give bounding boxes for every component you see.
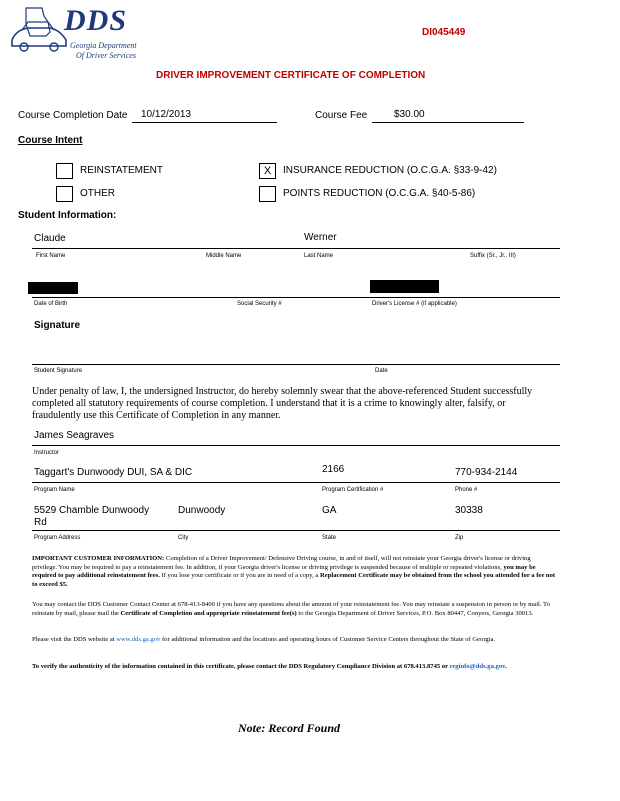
instructor-name: James Seagraves <box>34 430 115 441</box>
suffix-label: Suffix (Sr., Jr., III) <box>470 253 516 259</box>
program-certification-label: Program Certification # <box>322 487 384 493</box>
program-name-label: Program Name <box>34 487 75 493</box>
reinstatement-checkbox[interactable] <box>56 163 73 179</box>
last-name-label: Last Name <box>304 253 334 259</box>
dds-logo <box>8 4 158 62</box>
website-text-a: Please visit the DDS website at <box>32 636 115 643</box>
instructor-line <box>32 445 560 446</box>
points-reduction-checkbox[interactable] <box>259 186 276 202</box>
course-fee-line <box>372 122 524 123</box>
program-line <box>32 482 560 483</box>
contact-text-b: Certificate of Completion and appropriate reinstatement fee(s) <box>120 609 297 617</box>
course-intent-label: Course Intent <box>18 135 83 146</box>
insurance-reduction-checkbox[interactable]: X <box>259 163 276 179</box>
customer-info-text-c: If you lose your certificate or if you are in need of a copy, a <box>161 572 319 579</box>
signature-line <box>32 364 560 365</box>
dob-redaction <box>28 282 78 294</box>
program-address-line1: 5529 Chamble Dunwoody <box>34 505 150 516</box>
verification-end: . <box>505 663 507 670</box>
dob-label: Date of Birth <box>34 301 68 307</box>
program-certification-value: 2166 <box>322 464 345 475</box>
address-line <box>32 530 560 531</box>
georgia-car-icon <box>8 6 70 54</box>
document-title: DRIVER IMPROVEMENT CERTIFICATE OF COMPLETION <box>156 70 426 81</box>
record-note: Note: Record Found <box>238 721 340 735</box>
signature-date-label: Date <box>375 368 388 374</box>
customer-info-heading: IMPORTANT CUSTOMER INFORMATION: <box>32 555 165 562</box>
name-line <box>32 248 560 249</box>
reinstatement-label: REINSTATEMENT <box>80 165 163 176</box>
instructor-label: Instructor <box>34 450 60 456</box>
other-label: OTHER <box>80 188 115 199</box>
verification-paragraph <box>32 663 557 672</box>
logo-subtitle-1: Georgia Department <box>70 41 137 50</box>
logo-subtitle-2: Of Driver Services <box>76 51 136 60</box>
license-label: Driver's License # (if applicable) <box>372 301 457 307</box>
course-fee-value: $30.00 <box>394 109 425 120</box>
verification-text: To verify the authenticity of the information contained in this certificate, please contact the DDS Regulatory Compliance Division at 678.413.8745 or <box>32 663 448 670</box>
certificate-id: DI045449 <box>422 27 466 38</box>
program-name-value: Taggart's Dunwoody DUI, SA & DIC <box>34 467 193 478</box>
dds-website-link[interactable]: www.dds.ga.gov <box>116 636 161 643</box>
program-phone-label: Phone # <box>455 487 478 493</box>
logo-text: DDS <box>64 4 128 37</box>
first-name-label: First Name <box>36 253 66 259</box>
program-phone-value: 770-934-2144 <box>455 467 518 478</box>
license-redaction <box>370 280 439 293</box>
signature-heading: Signature <box>34 320 81 331</box>
other-checkbox[interactable] <box>56 186 73 202</box>
completion-date-label: Course Completion Date <box>18 110 128 121</box>
program-state-label: State <box>322 535 337 541</box>
contact-text-a: You may contact the DDS Customer Contact Center at 678-413-8400 if you have any questions about the amount of your reinstatement fee. You may reinstate a suspension in person or by mail. To reinstate by mail, please mail the <box>32 601 550 617</box>
website-text-b: for additional information and the locations and operating hours of Customer Service Centers throughout the State of Georgia. <box>161 636 496 643</box>
last-name-value: Werner <box>304 232 337 243</box>
program-zip-value: 30338 <box>455 505 483 516</box>
program-city-value: Dunwoody <box>178 505 226 516</box>
customer-info-text-a: Completion of a Driver Improvement/ Defensive Driving course, in and of itself, will not reinstate your Georgia driver's license or driving privilege. You may be required to pay a reinstatement fee. In addition, if your Georgia driver's license or driving privilege is suspended because of multiple or repeated violations, <box>32 555 531 571</box>
customer-info-paragraph <box>32 555 557 589</box>
insurance-reduction-label: INSURANCE REDUCTION (O.C.G.A. §33-9-42) <box>283 165 497 176</box>
student-info-label: Student Information: <box>18 210 117 221</box>
program-state-value: GA <box>322 505 337 516</box>
program-address-line2: Rd <box>34 517 47 528</box>
customer-info-text-d: Replacement Certificate may be obtained from the school you attended for a fee not to exceed $5. <box>32 572 556 588</box>
completion-date-line <box>132 122 277 123</box>
points-reduction-label: POINTS REDUCTION (O.C.G.A. §40-5-86) <box>283 188 476 199</box>
program-address-label: Program Address <box>34 535 81 541</box>
program-city-label: City <box>178 535 189 541</box>
website-paragraph <box>32 636 557 645</box>
customer-info-text-b: you may be required to pay additional reinstatement fees. <box>32 563 536 579</box>
instructor-oath: Under penalty of law, I, the undersigned Instructor, do hereby solemnly swear that the above-referenced Student successfully completed all statutory requirements of course completion. I understand that it is a crime to knowingly alter, falsify, or fraudulently use this Certificate of Completion in any manner. <box>32 386 533 421</box>
course-fee-label: Course Fee <box>315 110 368 121</box>
reginfo-email-link[interactable]: reginfo@dds.ga.gov <box>449 663 506 670</box>
first-name-value: Claude <box>34 233 66 244</box>
contact-text-c: to the Georgia Department of Driver Services, P.O. Box 80447, Conyers, Georgia 30013. <box>298 609 534 617</box>
ssn-label: Social Security # <box>237 301 282 307</box>
dob-line <box>32 297 560 298</box>
contact-paragraph <box>32 601 557 618</box>
student-signature-label: Student Signature <box>34 368 83 374</box>
middle-name-label: Middle Name <box>206 253 242 259</box>
completion-date-value: 10/12/2013 <box>141 109 192 120</box>
program-zip-label: Zip <box>455 535 464 541</box>
